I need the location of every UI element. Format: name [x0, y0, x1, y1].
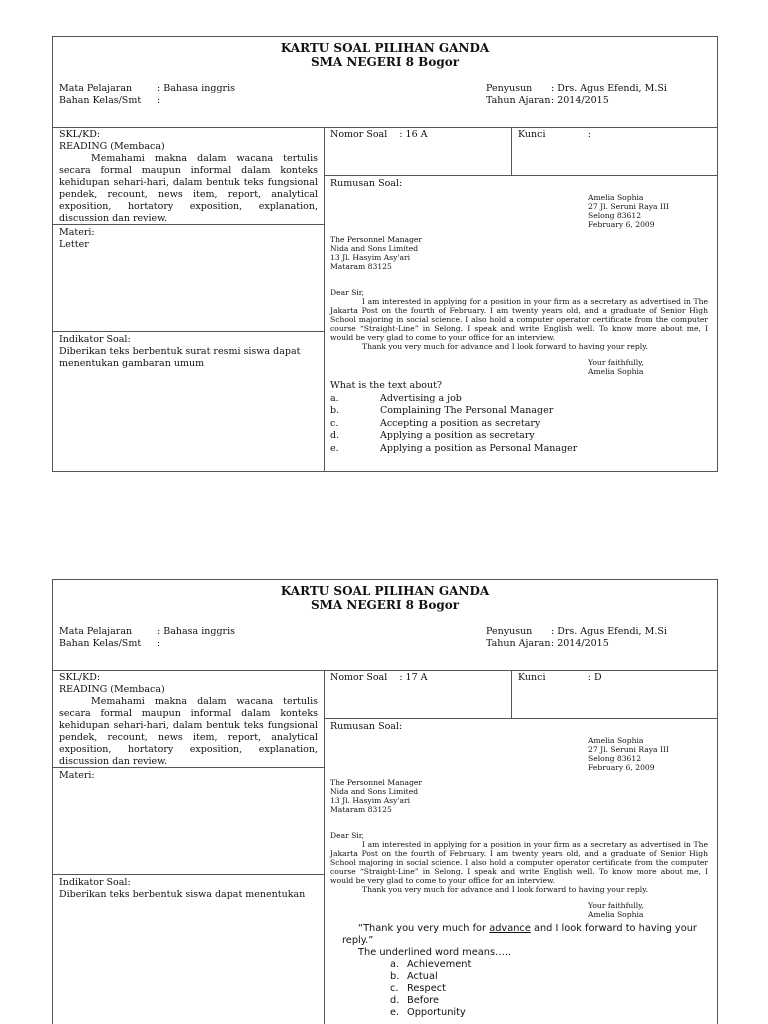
indikator-label: Indikator Soal:: [59, 877, 131, 888]
indikator-value: Diberikan teks berbentuk siswa dapat menentukan: [59, 889, 306, 900]
author-value: : Drs. Agus Efendi, M.Si: [551, 626, 667, 637]
letter-sender: [588, 736, 669, 772]
question-body: [324, 718, 717, 1024]
question-meta: [324, 670, 717, 719]
sender-line: Selong 83612: [588, 211, 642, 220]
option-key: d.: [390, 995, 400, 1006]
sender-line: February 6, 2009: [588, 763, 655, 772]
letter-sender: [588, 193, 669, 229]
closing: Your faithfully,: [588, 358, 644, 367]
option-key: d.: [330, 430, 340, 441]
body-paragraph: I am interested in applying for a position in your firm as a secretary as advertised in The Jakarta Post on the fourth of February. I am twenty years old, and a graduate of Senior High School majoring in social science. I also hold a computer operator certificate from the computer course “Straight-Line” in Selong. I speak and write English well. To know more about me, I would be very glad to come to your office for an interview.: [330, 840, 708, 885]
subject-label: Mata Pelajaran: [59, 83, 133, 94]
materi-label: Materi:: [59, 770, 95, 781]
subject-value: : Bahasa inggris: [157, 626, 235, 637]
recipient-line: 13 Jl. Hasyim Asy'ari: [330, 253, 411, 262]
salutation: Dear Sir,: [330, 288, 364, 297]
letter-body: [330, 831, 708, 894]
card-title: KARTU SOAL PILIHAN GANDA: [280, 584, 490, 598]
letter-signoff: [588, 901, 644, 919]
recipient-line: Mataram 83125: [330, 262, 392, 271]
sender-line: February 6, 2009: [588, 220, 655, 229]
author-info: [486, 83, 667, 107]
question-number: Nomor Soal : 16 A: [324, 127, 512, 175]
skl-section: [53, 127, 324, 225]
question-number: Nomor Soal : 17 A: [324, 670, 512, 718]
option-text: Before: [407, 995, 440, 1006]
option-text: Applying a position as secretary: [380, 430, 535, 441]
subject-info: [59, 83, 235, 107]
recipient-line: Mataram 83125: [330, 805, 392, 814]
class-label: Bahan Kelas/Smt: [59, 95, 142, 106]
answer-key: Kunci :: [518, 129, 591, 140]
materi-value: Letter: [59, 239, 89, 250]
question-meta: [324, 127, 717, 176]
materi-section: [53, 768, 324, 875]
option-c[interactable]: [342, 983, 712, 995]
question-block: [342, 923, 712, 1019]
recipient-line: 13 Jl. Hasyim Asy'ari: [330, 796, 411, 805]
left-column: [53, 670, 325, 1024]
rumusan-label: Rumusan Soal:: [330, 721, 403, 732]
sender-line: 27 Jl. Seruni Raya III: [588, 745, 669, 754]
option-a[interactable]: [342, 959, 712, 971]
option-key: a.: [390, 959, 400, 970]
recipient-line: The Personnel Manager: [330, 235, 423, 244]
option-text: Complaining The Personal Manager: [380, 405, 554, 416]
quote-pre: “Thank you very much for: [358, 923, 490, 934]
sender-line: Selong 83612: [588, 754, 642, 763]
question-card-16a: [52, 36, 718, 472]
indikator-value: Diberikan teks berbentuk surat resmi siswa dapat menentukan gambaran umum: [59, 346, 301, 369]
recipient-line: Nida and Sons Limited: [330, 787, 419, 796]
option-key: b.: [390, 971, 400, 982]
closing: Your faithfully,: [588, 901, 644, 910]
question-text: The underlined word means…..: [358, 947, 512, 958]
question-text: What is the text about?: [330, 380, 443, 391]
year-value: : 2014/2015: [551, 638, 609, 649]
skl-label: SKL/KD:: [59, 672, 101, 683]
class-value: :: [157, 95, 161, 106]
thanks-line: Thank you very much for advance and I look forward to having your reply.: [362, 885, 648, 894]
underlined-word: advance: [489, 923, 531, 934]
question-body: [324, 175, 717, 471]
option-b[interactable]: [330, 405, 577, 418]
quote-text: [342, 923, 712, 947]
quote-post: and I look forward to having your reply.”: [342, 923, 697, 946]
letter-body: [330, 288, 708, 351]
subject-value: : Bahasa inggris: [157, 83, 235, 94]
class-label: Bahan Kelas/Smt: [59, 638, 142, 649]
option-text: Opportunity: [407, 1007, 466, 1018]
option-key: b.: [330, 405, 340, 416]
author-label: Penyusun: [486, 626, 533, 637]
option-c[interactable]: [330, 418, 577, 431]
skl-text: Memahami makna dalam wacana tertulis secara formal maupun informal dalam konteks kehidupan sehari-hari, dalam bentuk teks fungsional pendek, recount, news item, report, analytical exposition, hortatory exposition, explanation, discussion dan review.: [59, 696, 318, 767]
sender-line: Amelia Sophia: [588, 193, 644, 202]
question-card-17a: [52, 579, 718, 1024]
body-paragraph: I am interested in applying for a position in your firm as a secretary as advertised in The Jakarta Post on the fourth of February. I am twenty years old, and a graduate of Senior High School majoring in social science. I also hold a computer operator certificate from the computer course “Straight-Line” in Selong. I speak and write English well. To know more about me, I would be very glad to come to your office for an interview.: [330, 297, 708, 342]
school-name: SMA NEGERI 8 Bogor: [310, 55, 460, 69]
card-title: KARTU SOAL PILIHAN GANDA: [280, 41, 490, 55]
author-value: : Drs. Agus Efendi, M.Si: [551, 83, 667, 94]
school-name: SMA NEGERI 8 Bogor: [310, 598, 460, 612]
answer-key: Kunci : D: [518, 672, 602, 683]
card-header: [53, 37, 717, 128]
option-text: Achievement: [407, 959, 472, 970]
rumusan-label: Rumusan Soal:: [330, 178, 403, 189]
year-label: Tahun Ajaran: [486, 95, 551, 106]
recipient-line: Nida and Sons Limited: [330, 244, 419, 253]
card-header: [53, 580, 717, 671]
option-text: Respect: [407, 983, 446, 994]
option-text: Accepting a position as secretary: [380, 417, 541, 429]
sender-line: Amelia Sophia: [588, 736, 644, 745]
option-e[interactable]: [342, 1007, 712, 1019]
option-key: c.: [330, 417, 339, 429]
option-text: Applying a position as Personal Manager: [380, 442, 578, 454]
salutation: Dear Sir,: [330, 831, 364, 840]
author-info: [486, 626, 667, 650]
thanks-line: Thank you very much for advance and I look forward to having your reply.: [362, 342, 648, 351]
skl-subtitle: READING (Membaca): [59, 684, 165, 695]
letter-recipient: [330, 778, 422, 814]
class-value: :: [157, 638, 161, 649]
option-key: c.: [390, 983, 399, 994]
option-d[interactable]: [342, 995, 712, 1007]
skl-text: Memahami makna dalam wacana tertulis secara formal maupun informal dalam konteks kehidupan sehari-hari, dalam bentuk teks fungsional pendek, recount, news item, report, analytical exposition, hortatory exposition, explanation, discussion dan review.: [59, 153, 318, 224]
signature: Amelia Sophia: [588, 367, 644, 376]
subject-label: Mata Pelajaran: [59, 626, 133, 637]
option-key: a.: [330, 392, 339, 404]
letter-recipient: [330, 235, 422, 271]
option-a[interactable]: [330, 393, 577, 406]
signature: Amelia Sophia: [588, 910, 644, 919]
year-value: : 2014/2015: [551, 95, 609, 106]
option-e[interactable]: [330, 443, 577, 456]
letter-signoff: [588, 358, 644, 376]
question-block: [330, 380, 577, 455]
indikator-label: Indikator Soal:: [59, 334, 131, 345]
skl-subtitle: READING (Membaca): [59, 141, 165, 152]
indikator-section: [53, 875, 324, 903]
skl-label: SKL/KD:: [59, 129, 101, 140]
option-key: e.: [390, 1007, 400, 1018]
option-b[interactable]: [342, 971, 712, 983]
left-column: [53, 127, 325, 471]
option-text: Actual: [407, 971, 438, 982]
materi-label: Materi:: [59, 227, 95, 238]
indikator-section: [53, 332, 324, 372]
option-key: e.: [330, 442, 339, 454]
materi-section: [53, 225, 324, 332]
year-label: Tahun Ajaran: [486, 638, 551, 649]
author-label: Penyusun: [486, 83, 533, 94]
subject-info: [59, 626, 235, 650]
option-d[interactable]: [330, 430, 577, 443]
sender-line: 27 Jl. Seruni Raya III: [588, 202, 669, 211]
skl-section: [53, 670, 324, 768]
recipient-line: The Personnel Manager: [330, 778, 423, 787]
option-text: Advertising a job: [380, 392, 462, 404]
